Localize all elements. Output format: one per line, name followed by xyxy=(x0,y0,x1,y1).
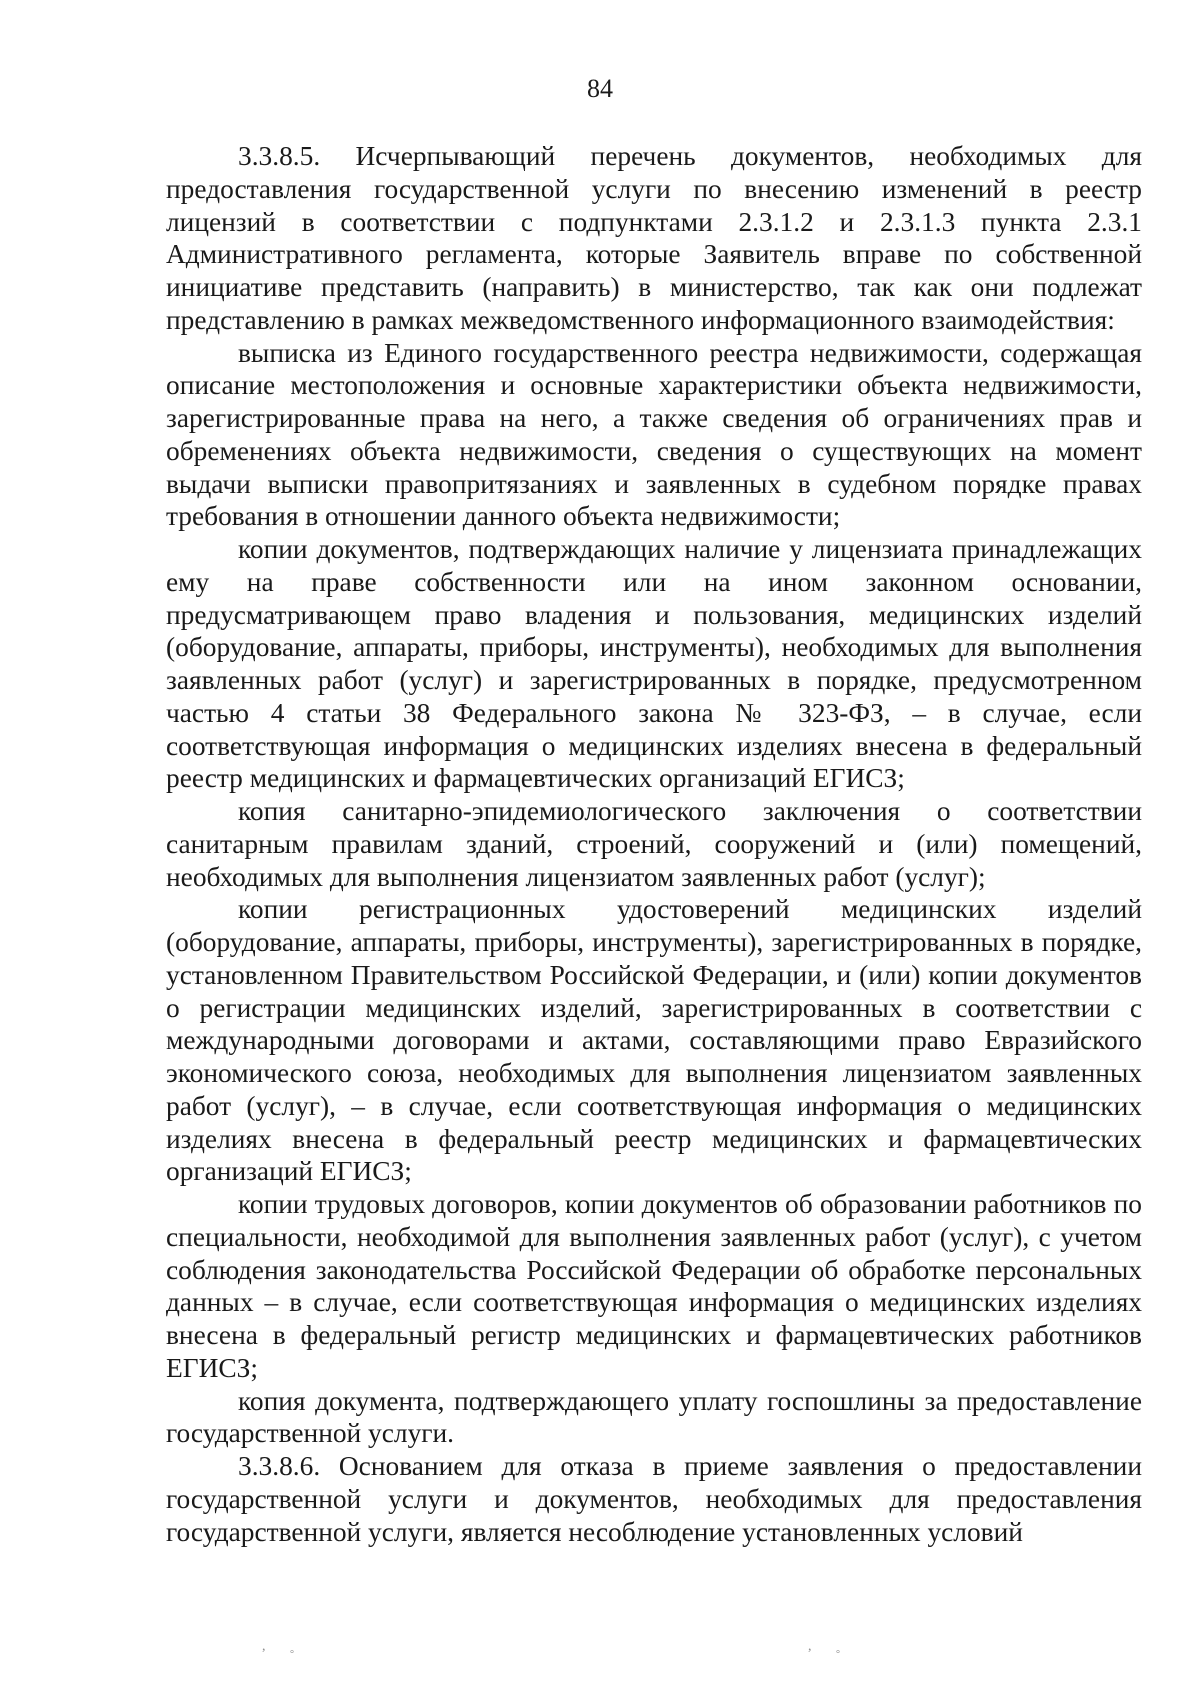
paragraph-state-fee: копия документа, подтверждающего уплату госпошлины за предоставление государственной услуги. xyxy=(166,1385,1142,1449)
paragraph-3-3-8-6: 3.3.8.6. Основанием для отказа в приеме заявления о предоставлении государственной услуги и документов, необходимых для предоставления государственной услуги, является несоблюдение установленных условий xyxy=(166,1451,1142,1547)
scan-artifact: , xyxy=(262,1639,266,1654)
scan-artifact: ° xyxy=(290,1649,294,1660)
paragraph-property-extract: выписка из Единого государственного реестра недвижимости, содержащая описание местоположения и основные характеристики объекта недвижимости, зарегистрированные права на него, а также сведения об ограничениях прав и обременениях объекта недвижимости, сведения о существующих на момент выдачи выписки правопритязаниях и заявленных в судебном порядке правах требования в отношении данного объекта недвижимости; xyxy=(166,337,1142,532)
scan-artifact: , xyxy=(808,1639,812,1654)
paragraph-medical-devices-ownership: копии документов, подтверждающих наличие у лицензиата принадлежащих ему на праве собственности или на ином законном основании, предусматривающем право владения и пользования, медицинских изделий (оборудование, аппараты, приборы, инструменты), необходимых для выполнения заявленных работ (услуг) и зарегистрированных в порядке, предусмотренном частью 4 статьи 38 Федерального закона № 323-ФЗ, – в случае, если соответствующая информация о медицинских изделиях внесена в федеральный реестр медицинских и фармацевтических организаций ЕГИСЗ; xyxy=(166,534,1142,794)
scan-artifact: ° xyxy=(836,1649,840,1660)
paragraph-3-3-8-5: 3.3.8.5. Исчерпывающий перечень документов, необходимых для предоставления государственной услуги по внесению изменений в реестр лицензий в соответствии с подпунктами 2.3.1.2 и 2.3.1.3 пункта 2.3.1 Административного регламента, которые Заявитель вправе по собственной инициативе представить (направить) в министерство, так как они подлежат представлению в рамках межведомственного информационного взаимодействия: xyxy=(166,141,1142,335)
document-body xyxy=(166,140,1142,1548)
paragraph-employment-contracts: копии трудовых договоров, копии документов об образовании работников по специальности, необходимой для выполнения заявленных работ (услуг), с учетом соблюдения законодательства Российской Федерации об обработке персональных данных – в случае, если соответствующая информация о медицинских изделиях внесена в федеральный регистр медицинских и фармацевтических работников ЕГИСЗ; xyxy=(166,1189,1142,1383)
paragraph-sanitary-conclusion: копия санитарно-эпидемиологического заключения о соответствии санитарным правилам зданий, строений, сооружений и (или) помещений, необходимых для выполнения лицензиатом заявленных работ (услуг); xyxy=(166,796,1142,892)
paragraph-registration-certificates: копии регистрационных удостоверений медицинских изделий (оборудование, аппараты, приборы, инструменты), зарегистрированных в порядке, установленном Правительством Российской Федерации, и (или) копии документов о регистрации медицинских изделий, зарегистрированных в соответствии с международными договорами и актами, составляющими право Евразийского экономического союза, необходимых для выполнения лицензиатом заявленных работ (услуг), – в случае, если соответствующая информация о медицинских изделиях внесена в федеральный реестр медицинских и фармацевтических организаций ЕГИСЗ; xyxy=(166,894,1142,1187)
page-number: 84 xyxy=(587,74,613,103)
